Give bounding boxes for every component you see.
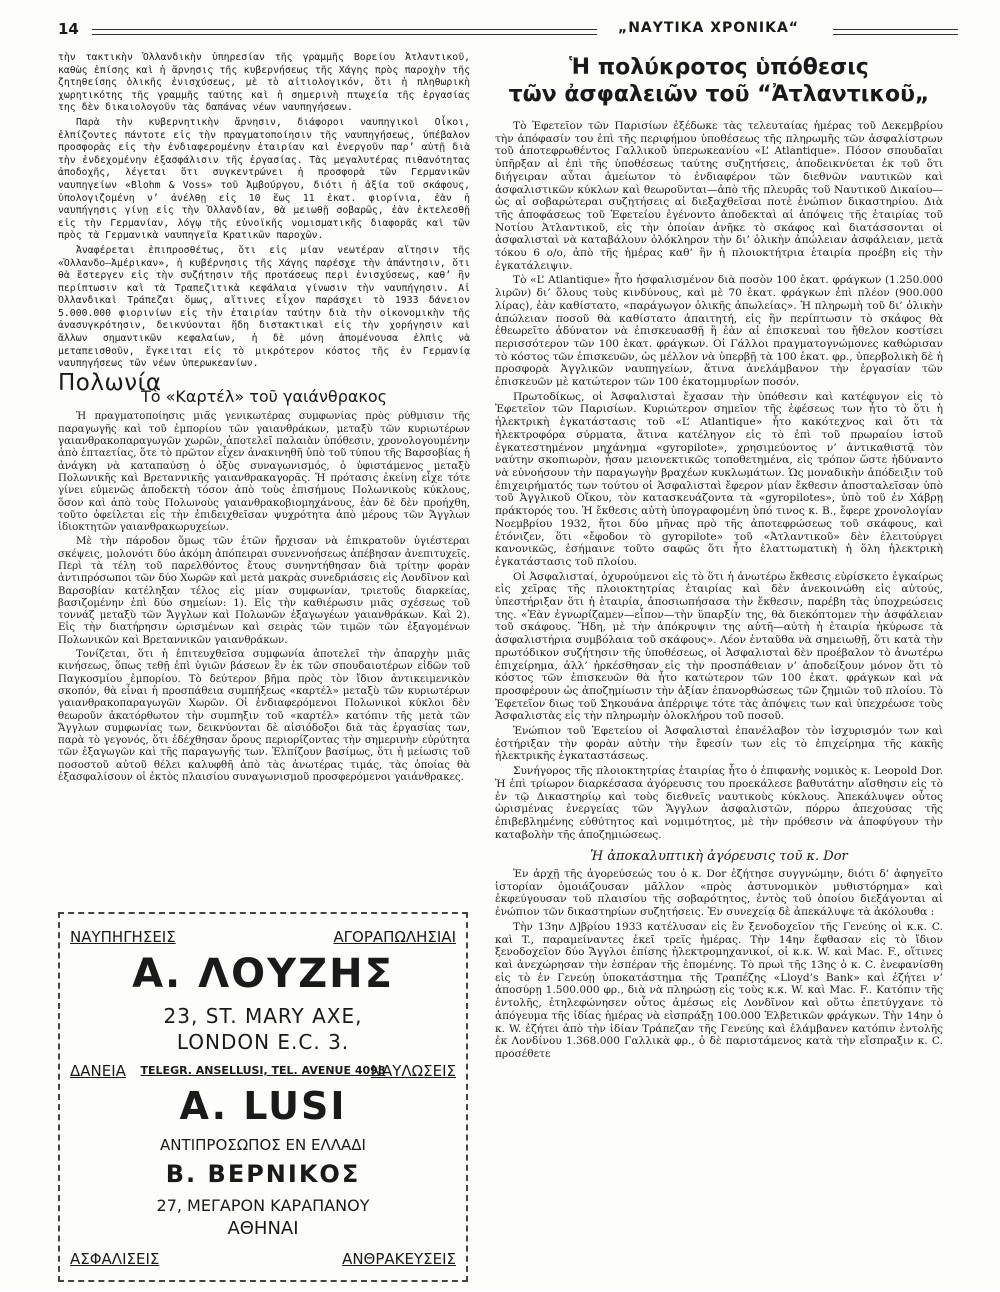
page-number: 14 [58, 20, 79, 38]
paragraph: Ἀναφέρεται ἐπιπροσθέτως, ὅτι εἰς μίαν νεωτέραν αἴτησιν τῆς «Ὁλλανδο—Ἀμέρικαν», ἡ κυβέρνησις τῆς Χάγης παρέσχε τὴν ἀπάντησιν, ὅτι θὰ ἔστεργεν εἰς τὴν συζήτησιν τῆς προτάσεως περὶ ἐνισχύσεως, καθ’ ἣν περίπτωσιν καὶ τὰ Τραπεζιτικὰ κεφάλαια γίνωσιν τὴν ναυπήγησιν. Αἱ Ὁλλανδικαὶ Τράπεζαι ὅμως, αἵτινες εἶχον παράσχει τὸ 1933 δάνειον 5.000.000 φιορινίων εἰς τὴν ἑταιρίαν ταύτην διὰ τὴν οἰκονομικὴν τῆς ἀνασυγκρότησιν, δεικνύονται ἤδη διστακτικαὶ εἰς τὴν χορήγησιν καὶ ἄλλων σημαντικῶν κεφαλαίων, ἡ δὲ μόνη ἀπομένουσα ἐλπὶς νὰ μεταπεισθοῦν, ἔγκειται εἰς τὸ μικρότερον κόστος τῆς ἐν Γερμανίᾳ ναυπηγήσεως τῶν νέων ὑπερωκεανίων. [58, 244, 470, 370]
paragraph: Τὸ «L’ Atlantique» ἦτο ἠσφαλισμένον διὰ ποσὸν 100 ἑκατ. φράγκων (1.250.000 λιρῶν) δι’ ὅλους τοὺς κινδύνους, καὶ μὲ 70 ἑκατ. φράγκων ἐπὶ πλέον (900.000 λίρας), ἐὰν καθίστατο, «παράγωγον ὁλικῆς ἀπωλείας». Ἡ πληρωμὴ τοῦ δι’ ὁλικὴν ἀπώλειαν ποσοῦ θὰ καθίστατο ἀπαιτητή, εἰς ἣν περίπτωσιν τὸ σκάφος θὰ ἐθεωρεῖτο ἀδύνατον νὰ ἐπισκευασθῇ ἢ ἐὰν αἱ ἐπισκευαὶ του ἤθελον κοστίσει περισσότερον τῶν 100 ἑκατ. φράγκων. Οἱ Γάλλοι πραγματογνώμονες καθώρισαν τὸ κόστος τῶν ἐπισκευῶν, ὡς μέλλον νὰ ὑπερβῇ τὰ 100 ἑκατ. φρ., ὑπερβολικὴ δὲ ἡ προσφορὰ Ἀγγλικῶν ναυπηγείων, ἅτινα ἀνελάμβανον τὴν ἐργασίαν τῶν ἐπισκευῶν μὲ κατώτερον τῶν 100 ἑκατομμυρίων ποσόν. [495, 274, 943, 389]
ad-address-line2: LONDON E.C. 3. [176, 1030, 350, 1054]
ad-mid-left: ΔΑΝΕΙΑ [70, 1062, 126, 1080]
header-rule-right [833, 29, 958, 35]
paragraph: Τὴν 13ην Δ]βρίου 1933 κατέλυσαν εἰς ἓν ξενοδοχεῖον τῆς Γενεύης οἱ κ.κ. C. καὶ T., παραμείναντες ἐκεῖ τρεῖς ἡμέρας. Τὴν 14ην ἔφθασαν εἰς τὸ ἴδιον ξενοδοχεῖον δύο Ἄγγλοι ἐπίσης ἠλεκτρομηχανικοί, οἱ κ.κ. W. καὶ Mac. F., οἵτινες καὶ ἀνεχώρησαν τὴν ἑσπέραν τῆς ἐπομένης. Τὸ πρωὶ τῆς 13ης ὁ κ. C. ἐνεφανίσθη εἰς τὸ ἐν Γενεύῃ ὑποκατάστημα τῆς Τραπέζης «Lloyd’s Bank» καὶ ἐζήτει ν’ ἀποσύρῃ 1.500.000 φρ., διὰ νὰ πληρώσῃ εἰς τοὺς κ.κ. W. καὶ Mac. F.. Κατόπιν τῆς ἐντολῆς, ἐτηλεφώνησεν οὗτος ἀμέσως εἰς Λονδῖνον καὶ οὕτω ἐπετύγχανε τὸ ἀπόγευμα τῆς ἰδίας ἡμέρας νὰ εἰσπράξῃ 100.000 Ἑλβετικῶν φράγκων. Τὴν 14ην ὁ κ. W. ἐζήτει ἀπὸ τὴν ἰδίαν Τράπεζαν τῆς Γενεύης καὶ ἐλάμβανεν κατόπιν ἐντολῆς ἐκ Λονδίνου 1.368.000 Γαλλικὰ φρ., ὁ δὲ παριστάμενος κατὰ τὴν εἴσπραξιν κ. C. προσέθετε [495, 920, 943, 1060]
ad-name-latin: A. LUSI [179, 1084, 347, 1128]
ad-name-greek: Α. ΛΟΥΖΗΣ [132, 951, 394, 997]
paragraph: Ἡ πραγματοποίησις μιᾶς γενικωτέρας συμφωνίας πρὸς ρύθμισιν τῆς παραγωγῆς καὶ τοῦ ἐμπορίου τῶν γαιανθράκων, μεταξὺ τῶν κυριωτέρων γαιανθρακοπαραγωγῶν χωρῶν, ἀποτελεῖ παλαιὰν ὑπόθεσιν, χρονολογουμένην ἀπὸ ἑπταετίας, ὅτε τὸ πρῶτον εἶχεν ἀνακινηθῆ ὑπὸ τοῦ τύπου τῆς Βαρσοβίας ἡ ἀνάγκη νὰ καταπαύσῃ ὁ ὀξὺς συναγωνισμός, ὁ ὑφιστάμενος μεταξὺ Πολωνικῆς καὶ Βρεταννικῆς γαιανθρακαγορᾶς. Ἡ πρότασις ἐκείνη εἶχε τότε γίνει εὐμενῶς ἀποδεκτὴ τόσον ἀπὸ τοὺς ἐπισήμους Πολωνικοὺς κύκλους, ὅσον καὶ ἀπὸ τοὺς Πολωνοὺς γαιανθρακοβιομηχάνους, ἐὰν δὲ δὲν προήχθη, τοῦτο ὀφείλεται εἰς τὴν ἐπιδειχθεῖσαν ψυχρότητα ἀπὸ μέρους τῶν Ἄγγλων ἰδιοκτητῶν γαιανθρακωρυχείων. [58, 411, 470, 534]
ad-rep-name: Β. ΒΕΡΝΙΚΟΣ [165, 1160, 361, 1188]
article-subhead: Ἡ ἀποκαλυπτικὴ ἀγόρευσις τοῦ κ. Dor [590, 849, 848, 865]
paragraph: τὴν τακτικὴν Ὁλλανδικὴν ὑπηρεσίαν τῆς γραμμῆς Βορείου Ἀτλαντικοῦ, καθὼς ἐπίσης καὶ ἡ ἄρνησις τῆς κυβερνήσεως τῆς Χάγης πρὸς παροχὴν τῆς ζητηθείσης ὁλικῆς ἐνισχύσεως, μὲ τὸ αἰτιολογικόν, ὅτι ἡ πληθωρικὴ χωρητικότης τῆς γραμμῆς ταύτης καὶ ἡ σημερινὴ πτωχεία τῆς ἐργασίας της δὲν δικαιολογοῦν τὰς δαπάνας νέων ναυπηγήσεων. [58, 52, 470, 114]
ad-rep-city: ΑΘΗΝΑΙ [227, 1218, 299, 1239]
paragraph: Μὲ τὴν πάροδον ὅμως τῶν ἐτῶν ἤρχισαν νὰ ἐπικρατοῦν ὑγιέστεραι σκέψεις, μολονότι δύο ἀκόμη ἀπόπειραι συνεννοήσεως ἀπέβησαν ἀνεπιτυχεῖς. Περὶ τὰ τέλη τοῦ παρελθόντος ἔτους συνηντήθησαν διὰ τρίτην φορὰν ἀντιπρόσωποι τῶν δύο Χωρῶν καὶ μετὰ μακρὰς συνεδριάσεις εἰς Λονδῖνον καὶ Βαρσοβίαν κατέληξαν τέλος εἰς μίαν συμφωνίαν, τριετοῦς διαρκείας, βασιζομένην ἐπὶ δύο σημείων: 1). Εἰς τὴν καθιέρωσιν μιᾶς σχέσεως τοῦ τοννάζ μεταξὺ τῶν Ἄγγλων καὶ Πολωνῶν ἐξαγωγέων γαιανθράκων. Καὶ 2). Εἰς τὴν διατήρησιν ὡρισμένων καὶ σειρὰς τῶν τιμῶν τῶν ἐξαγομένων Πολωνικῶν καὶ Βρεταννικῶν γαιανθράκων. [58, 536, 470, 646]
header-rule-left [92, 29, 597, 35]
ad-rep-address: 27, ΜΕΓΑΡΟΝ ΚΑΡΑΠΑΝΟΥ [156, 1196, 370, 1215]
advertisement-box [58, 912, 468, 1282]
ad-bottom-right: ΑΝΘΡΑΚΕΥΣΕΙΣ [342, 1250, 456, 1268]
ad-top-right: ΑΓΟΡΑΠΩΛΗΣΙΑΙ [333, 928, 456, 946]
article-title-line1: Ἡ πολύκροτος ὑπόθεσις [569, 55, 869, 80]
journal-title: „ΝΑΥΤΙΚΑ ΧΡΟΝΙΚΑ“ [618, 20, 799, 36]
article-title [495, 54, 943, 108]
paragraph: Τονίζεται, ὅτι ἡ ἐπιτευχθεῖσα συμφωνία ἀποτελεῖ τὴν ἀπαρχὴν μιᾶς κινήσεως, ὅπως τεθῇ ἐπὶ ὑγιῶν βάσεων ἓν ἐκ τῶν σπουδαιοτέρων εἰδῶν τοῦ Παγκοσμίου ἐμπορίου. Τὸ δεύτερον βῆμα πρὸς τὸν ἴδιον ἀντικειμενικὸν σκοπόν, θὰ εἶναι ἡ προσπάθεια συμπήξεως «καρτέλ» μεταξὺ τῶν κυριωτέρων γαιανθρακοπαραγωγῶν Χωρῶν. Οἱ ἐνδιαφερόμενοι Πολωνικοὶ κύκλοι δὲν θεωροῦν ἀκατόρθωτον τὴν συμπηξιν τοῦ «καρτέλ» κατόπιν τῆς μετὰ τῶν Ἄγγλων συμφωνίας των, δεικνύονται δὲ αἰσιόδοξοι διὰ τὰς ἐργασίας των, παρὰ τὸ γεγονός, ὅτι ἐδέχθησαν ὅρους περιορίζοντας τὴν σημερινὴν εὐρύτητα τῶν ἐξαγωγῶν καὶ τῆς παραγωγῆς των. Ἐλπίζουν βασίμως, ὅτι ἡ μείωσις τοῦ ποσοστοῦ αὐτοῦ θέλει καλυφθῆ ἀπὸ τὰς ἀνωτέρας τιμάς, τὰς ὁποίας θὰ ἐξασφαλίσουν οἱ ἐκτὸς πλαισίου συναγωνισμοῦ προσφερόμενοι γαιάνθρακες. [58, 649, 470, 784]
ad-mid-right: ΝΑΥΛΩΣΕΙΣ [370, 1062, 456, 1080]
paragraph: Παρὰ τὴν κυβερνητικὴν ἄρνησιν, διάφοροι ναυπηγικοὶ Οἶκοι, ἐλπίζοντες πάντοτε εἰς τὴν πραγματοποίησιν τῆς ναυπηγήσεως, ὑπέβαλον προσφορὰς εἰς τὴν ἐνδιαφερομένην ἑταιρίαν καὶ ἐνεργοῦν παρ’ αὐτῇ διὰ τὴν ἐνδεχομένην ἐξασφάλισιν τῆς ἐργασίας. Τὰς μεγαλυτέρας πιθανότητας ἀποδοχῆς, λέγεται ὅτι συγκεντρώνει ἡ προσφορὰ τῶν Γερμανικῶν ναυπηγείων «Blohm & Voss» τοῦ Ἀμβούργου, διότι ἡ ἀξία τοῦ σκάφους, ὑπολογιζομένη ν’ ἀνέλθῃ εἰς 10 ἕως 11 ἑκατ. φιορίνια, ἐὰν ἡ ναυπήγησις γίνῃ εἰς τὴν Ὁλλανδίαν, θὰ μειωθῇ σοβαρῶς, ἐὰν ἐκτελεσθῇ εἰς τὴν Γερμανίαν, λόγῳ τῆς εὐνοϊκῆς νομισματικῆς διαφορᾶς καὶ τῶν πρὸς τὰ Γερμανικὰ ναυπηγεῖα Κρατικῶν παροχῶν. [58, 116, 470, 242]
ad-address-line1: 23, ST. MARY AXE, [163, 1004, 363, 1028]
right-column [495, 52, 943, 1292]
paragraph: Τὸ Ἐφετεῖον τῶν Παρισίων ἐξέδωκε τὰς τελευταίας ἡμέρας τοῦ Δεκεμβρίου τὴν ἀπόφασίν του ἐπὶ τῆς περιφήμου ὑποθέσεως τῆς πληρωμῆς τῶν ἀσφαλίστρων τοῦ ἀποτεφρωθέντος Γαλλικοῦ ὑπερωκεανίου «L’ Atlantique». Πόσον σπουδαῖαι ὑπῆρξαν αἱ ἐπὶ τῆς ὑποθέσεως ταύτης συζητήσεις, ἀποδεικνύεται ἐκ τοῦ ὅτι διήγειραν αὗται ἀμείωτον τὸ ἐνδιαφέρον τῶν διεθνῶν ναυτικῶν καὶ ἀσφαλιστικῶν κύκλων καὶ θεωροῦνται—ἀπὸ τῆς πλευρᾶς τοῦ Ναυτικοῦ Δικαίου—ὡς αἱ σοβαρώτεραι συζητήσεις αἱ διεξαχθεῖσαι ποτὲ ἐνώπιον δικαστηρίου. Διὰ τῆς ἀποφάσεως τοῦ Ἐφετείου ἐγένοντο ἀποδεκταὶ αἱ ἀπόψεις τῆς ἑταιρίας τοῦ Νοτίου Ἀτλαντικοῦ, εἰς τὴν ὁποίαν ἀνῆκε τὸ σκάφος καὶ διατάσσονται οἱ ἀσφαλισταὶ νὰ καταβάλουν ὁλόκληρον τὴν δι’ ὁλικὴν ἀπώλειαν ἀσφάλειαν, μετὰ τόκου 6 ο/ο, ἀπὸ τῆς ἡμέρας καθ’ ἣν ἡ πλοιοκτήτρια ἑταιρία προέβη εἰς τὴν ἐγκατάλειψιν. [495, 120, 943, 272]
paragraph: Συνήγορος τῆς πλοιοκτητρίας ἑταιρίας ἦτο ὁ ἐπιφανὴς νομικὸς κ. Leopold Dor. Ἡ ἐπὶ τρίωρον διαρκέσασα ἀγόρευσις του προεκάλεσε βαθυτάτην αἴσθησιν εἰς τὸ ἐν τῷ Δικαστηρίῳ καὶ τοὺς διεθνεῖς ναυτικοὺς κύκλους. Ἀπεκάλυψεν οὗτος ὡρισμένας ἐνεργείας τῶν Ἄγγλων ἀσφαλιστῶν, πόρρω ἀπεχούσας τῆς ἐπιβεβλημένης εὐθύτητος καὶ νομιμότητος, μὲ τὴν πρόθεσιν νὰ ἀποφύγουν τὴν καταβολὴν τῆς ἀποζημιώσεως. [495, 765, 943, 841]
netherlands-article [58, 52, 470, 371]
paragraph: Ἐν ἀρχῇ τῆς ἀγορεύσεώς του ὁ κ. Dor ἐζήτησε συγγνώμην, διότι δ’ ἀφηγεῖτο ἱστορίαν ὁμοιάζουσαν μᾶλλον «πρὸς ἀστυνομικὸν μυθιστόρημα» καὶ ἐκφεύγουσαν τοῦ πλαισίου τῆς σοβαρότητος, ἐντὸς τοῦ ὁποίου διεξάγονται αἱ ἐνώπιον τῶν δικαστηρίων συζητήσεις. Ἐν συνεχείᾳ δὲ ἀπεκάλυψε τὰ ἀκόλουθα : [495, 868, 943, 919]
ad-telegraph: TELEGR. ANSELLUSI, TEL. AVENUE 4098 [140, 1064, 386, 1077]
paragraph: Πρωτοδίκως, οἱ Ἀσφαλισταὶ ἔχασαν τὴν ὑπόθεσιν καὶ κατέφυγον εἰς τὸ Ἐφετεῖον τῶν Παρισίων. Κυριώτερον σημεῖον τῆς ἐφέσεως των ἦτο τὸ ὅτι ἡ ἠλεκτρικὴ ἐγκατάστασις τοῦ «L’ Atlantique» ἦτο κακότεχνος καὶ ὅτι τὰ ἠλεκτροφόρα σύρματα, ἅτινα κατέληγον εἰς τὸ ἐπὶ τοῦ πρωραίου ἱστοῦ ἐγκατεστημένον μηχάνημα «gyropilote», χρησιμεύοντος ν’ ἀντικαθιστᾷ τὸν ναύτην σκοπιωρὸν, ἦσαν μειονεκτικῶς τοποθετημένα, εἰς τρόπον ὥστε ἠδύναντο νὰ εὐνοήσουν τὴν παραγωγὴν βραχέων κυκλωμάτων. Ὡς μοναδικὴν ἀπόδειξιν τοῦ ἐπιχειρήματός των τούτου οἱ Ἀσφαλισταὶ ἔφερον μίαν ἔκθεσιν ἀποσταλεῖσαν ὑπὸ τοῦ Ἀγγλικοῦ Οἴκου, τὸν κατασκευάζοντα τὰ «gyropilotes», ὑπὸ τοῦ ἐν Χάβρῃ πράκτορός του. Ἡ ἔκθεσις αὐτὴ ὑπογραφομένη ὑπό τινος κ. Β., ἔφερε χρονολογίαν Νοεμβρίου 1932, ἤτοι δύο μῆνας πρὸ τῆς ἀποτεφρώσεως τοῦ σκάφους, καὶ ἐτόνιζεν, ὅτι «ἔφοδον τὸ gyropilote» τοῦ «Ἀτλαντικοῦ» δὲν ἐλειτούργει κανονικῶς, ἐσήμαινε τοῦτο σαφῶς ὅτι ἦτο ἐλαττωματικὴ ἡ ὅλη ἠλεκτρικὴ ἐγκατάστασις τοῦ πλοίου. [495, 390, 943, 568]
paragraph: Ἐνώπιον τοῦ Ἐφετείου οἱ Ἀσφαλισταὶ ἐπανέλαβον τὸν ἰσχυρισμόν των καὶ ἐστήριξαν τὴν φορὰν αὐτὴν τὴν ἔφεσίν των εἰς τὸ ἐπιχείρημα τῆς κακῆς ἠλεκτρικῆς ἐγκαταστάσεως. [495, 725, 943, 763]
ad-representative: ΑΝΤΙΠΡΟΣΩΠΟΣ ΕΝ ΕΛΛΑΔΙ [160, 1136, 366, 1154]
page-header [58, 20, 958, 42]
section-subtitle: Τὸ «Καρτέλ» τοῦ γαιάνθρακος [140, 387, 388, 407]
paragraph: Οἱ Ἀσφαλισταί, ὀχυρούμενοι εἰς τὸ ὅτι ἡ ἀνωτέρω ἔκθεσις εὑρίσκετο ἐγκαίρως εἰς χεῖρας τῆς πλοιοκτητρίας ἑταιρίας καὶ δὲν ἀνεκοινώθη εἰς αὐτούς, ὑπεστήριξαν ὅτι ἡ ἑταιρία, ἀποσιωπήσασα τὴν ἔκθεσιν, παρέβη τὰς ὑποχρεώσεις της. «Ἐὰν ἐγνωρίζαμεν—εἶπον—τὴν ὕπαρξίν της, θὰ διεκόπτομεν τὴν ἀσφάλειαν τοῦ σκάφους. Ἤδη, μὲ τὴν ἀπόκρυψιν της αὐτῆ—αὐτὴ ἡ ἑταιρία ἠκύρωσε τὰ ἀσφαλιστήρια συμβόλαια τοῦ σκάφους». Λέον ἐνταῦθα νὰ σημειωθῇ, ὅτι κατὰ τὴν πρωτόδικον συζήτησιν τῆς ὑποθέσεως, οἱ Ἀσφαλισταὶ δὲν προέβαλον τὸ ἀνωτέρω ἐπιχείρημα, ἀλλ’ ἠρκέσθησαν εἰς τὴν προσπάθειαν ν’ ἀποδείξουν μόνον ὅτι τὸ κόστος τῶν ἐπισκευῶν θὰ ἦτο κατώτερον τῶν 100 ἑκατ. φράγκων καὶ νὰ προσφέρουν ὡς ἀποζημίωσιν τὴν ἀξίαν ἐπανορθώσεως τῶν ζημιῶν τοῦ πλοίου. Τὸ Ἐφετεῖον διως τοῦ Σηκουάνα ἀπέρριψε τότε τὰς ἀπόψεις των καὶ ὑπεχρέωσε τοὺς Ἀσφαλιστὰς εἰς τὴν πληρωμὴν ὁλοκλήρου τοῦ ποσοῦ. [495, 570, 943, 723]
section-title: Πολωνία [58, 369, 162, 396]
ad-bottom-left: ΑΣΦΑΛΙΣΕΙΣ [70, 1250, 160, 1268]
ad-top-left: ΝΑΥΠΗΓΗΣΕΙΣ [70, 928, 176, 946]
article-title-line2: τῶν ἀσφαλειῶν τοῦ “Ἀτλαντικοῦ„ [508, 82, 930, 107]
